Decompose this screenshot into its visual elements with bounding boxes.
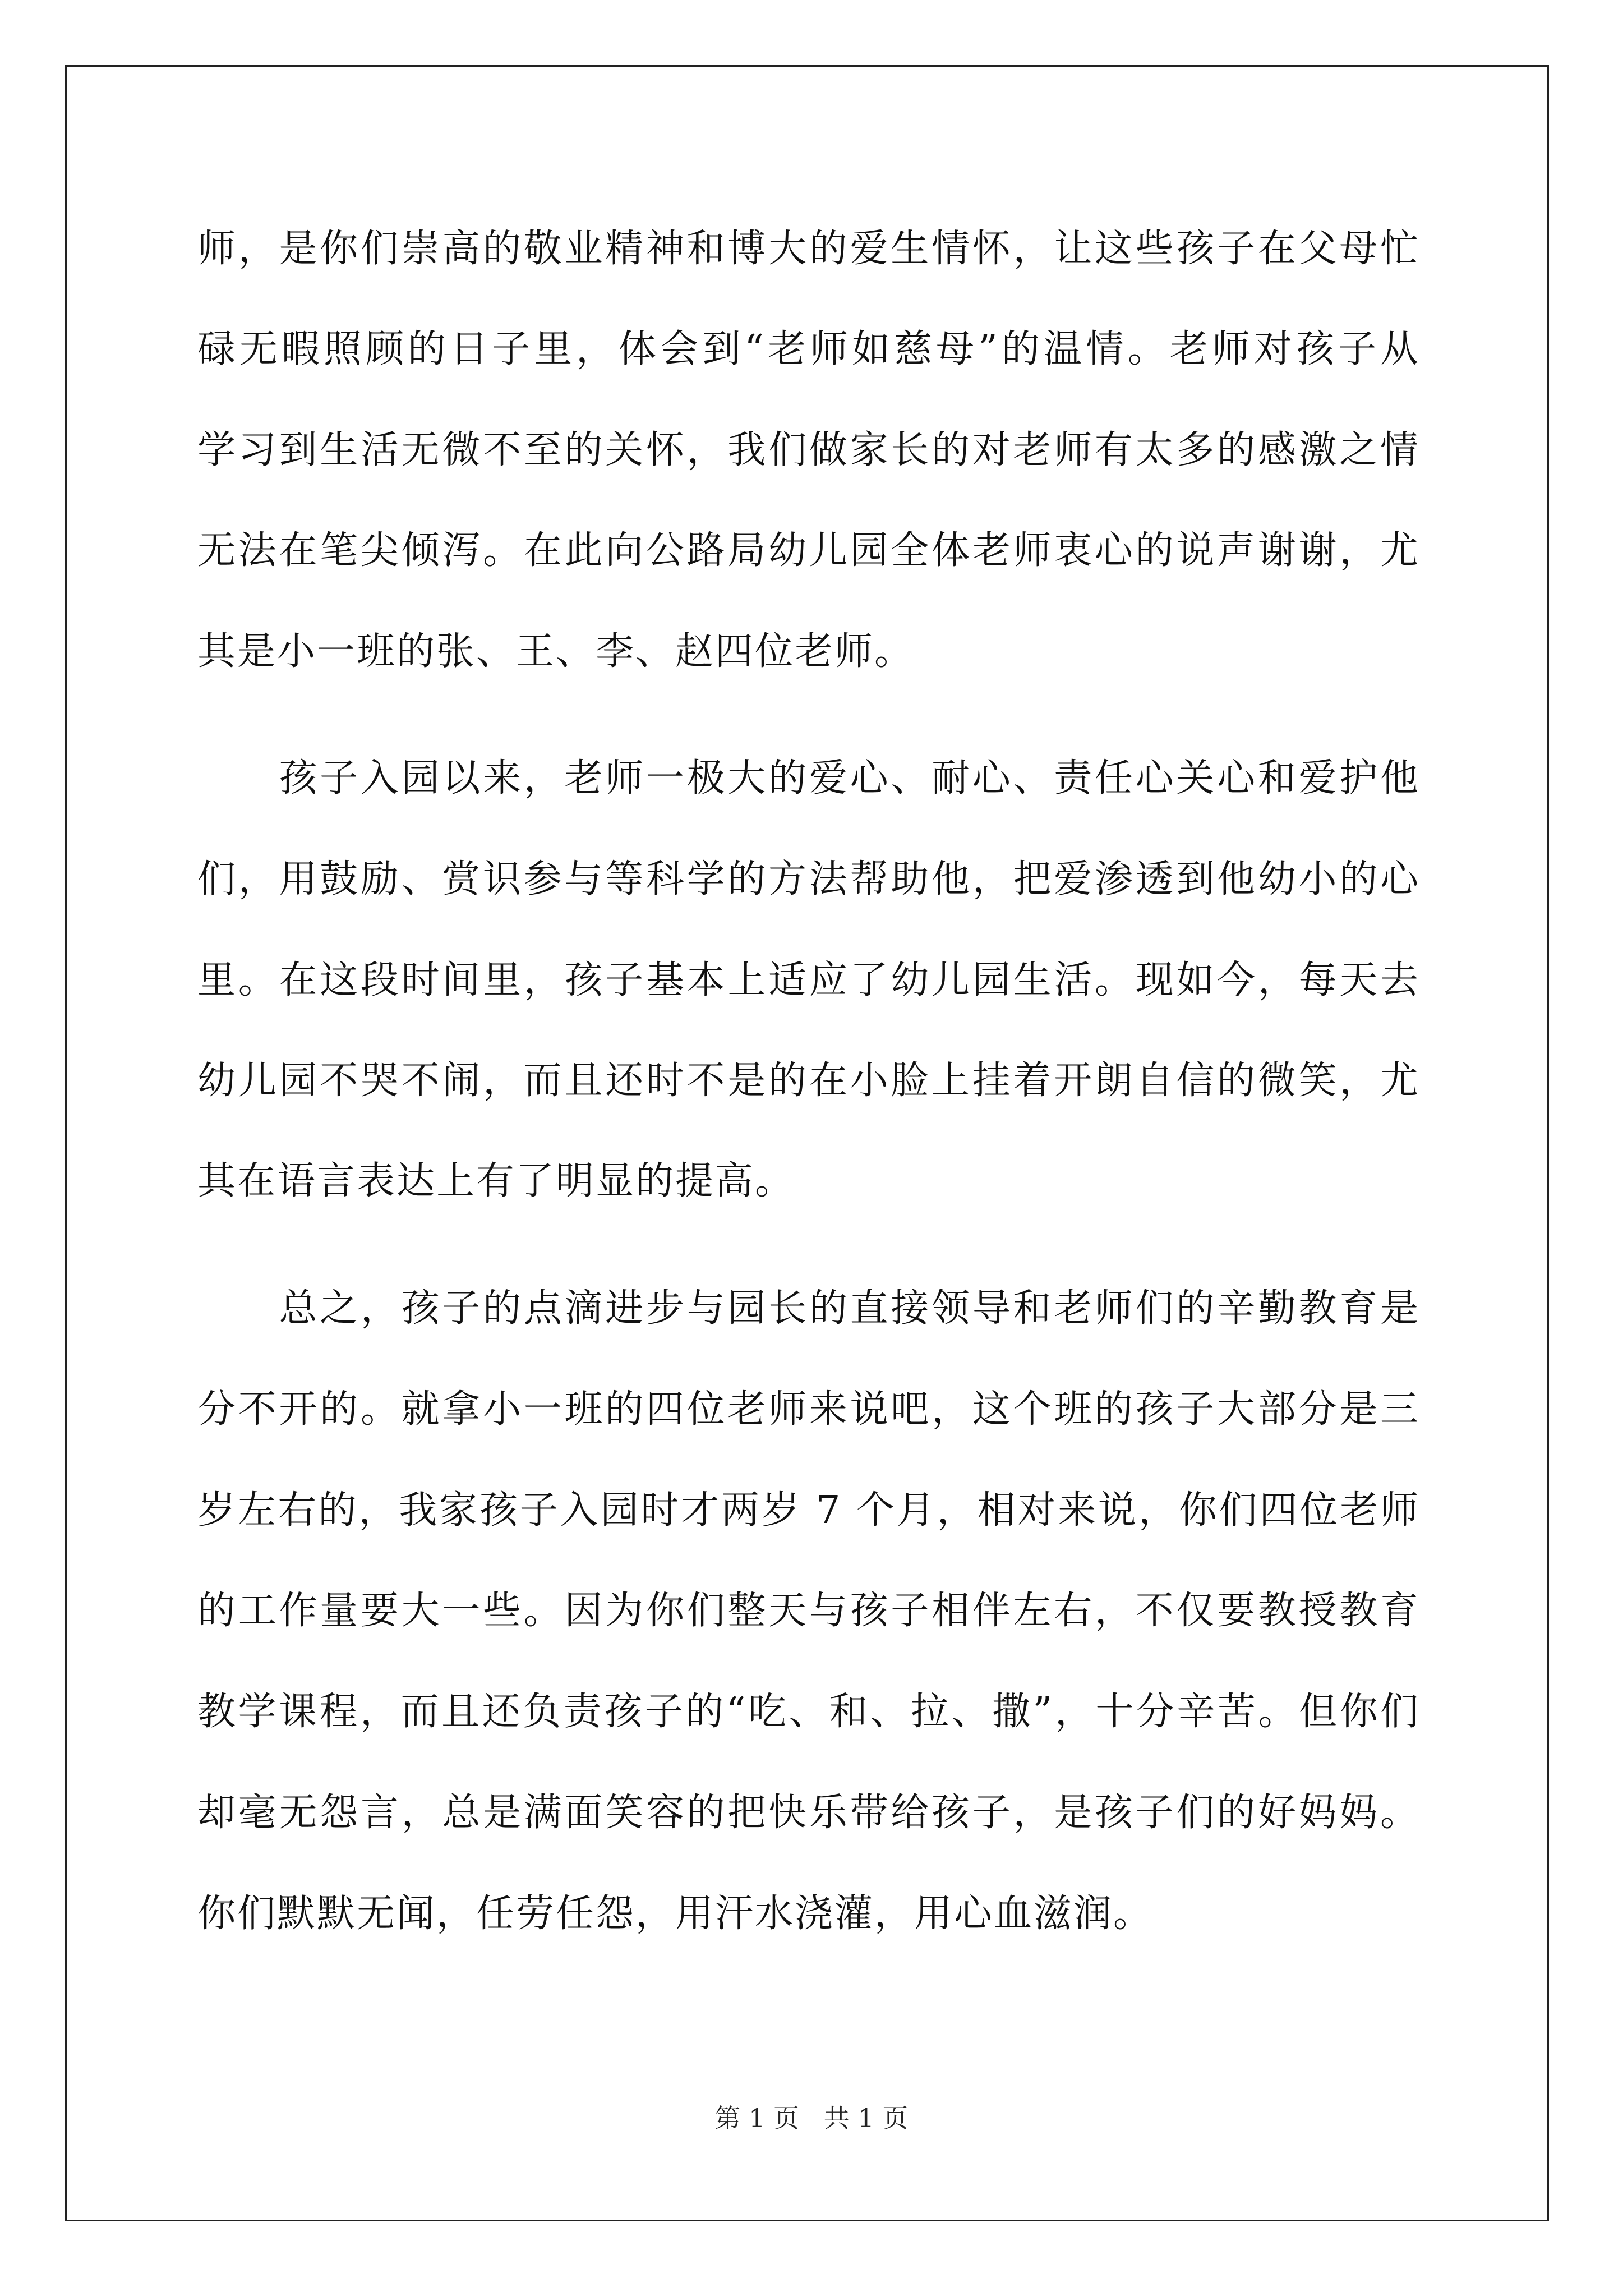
text-line-10: 其在语言表达上有了明显的提高。 [197, 1159, 795, 1203]
text-line-13: 岁左右的，我家孩子入园时才两岁 7 个月，相对来说，你们四位老师 [197, 1488, 1420, 1533]
text-line-5: 其是小一班的张、王、李、赵四位老师。 [197, 629, 915, 674]
text-line-16: 却毫无怨言，总是满面笑容的把快乐带给孩子，是孩子们的好妈妈。 [197, 1791, 1420, 1835]
text-line-2: 碌无暇照顾的日子里，体会到“老师如慈母”的温情。老师对孩子从 [197, 327, 1420, 371]
text-line-12: 分不开的。就拿小一班的四位老师来说吧，这个班的孩子大部分是三 [197, 1387, 1420, 1432]
text-line-4: 无法在笔尖倾泻。在此向公路局幼儿园全体老师衷心的说声谢谢，尤 [197, 528, 1420, 573]
text-line-11: 总之，孩子的点滴进步与园长的直接领导和老师们的辛勤教育是 [197, 1286, 1420, 1331]
text-line-9: 幼儿园不哭不闹，而且还时不是的在小脸上挂着开朗自信的微笑，尤 [197, 1059, 1420, 1103]
text-line-3: 学习到生活无微不至的关怀，我们做家长的对老师有太多的感激之情 [197, 428, 1420, 472]
page-footer: 第 1 页 共 1 页 [714, 2103, 909, 2133]
text-line-14: 的工作量要大一些。因为你们整天与孩子相伴左右，不仅要教授教育 [197, 1589, 1420, 1633]
text-line-15: 教学课程，而且还负责孩子的“吃、和、拉、撒”，十分辛苦。但你们 [197, 1690, 1420, 1734]
text-line-17: 你们默默无闻，任劳任怨，用汗水浇灌，用心血滋润。 [197, 1892, 1154, 1936]
text-line-1: 师，是你们崇高的敬业精神和博大的爱生情怀，让这些孩子在父母忙 [197, 227, 1420, 271]
text-line-7: 们，用鼓励、赏识参与等科学的方法帮助他，把爱渗透到他幼小的心 [197, 857, 1420, 901]
text-line-8: 里。在这段时间里，孩子基本上适应了幼儿园生活。现如今，每天去 [197, 958, 1420, 1002]
text-line-6: 孩子入园以来，老师一极大的爱心、耐心、责任心关心和爱护他 [197, 756, 1420, 800]
